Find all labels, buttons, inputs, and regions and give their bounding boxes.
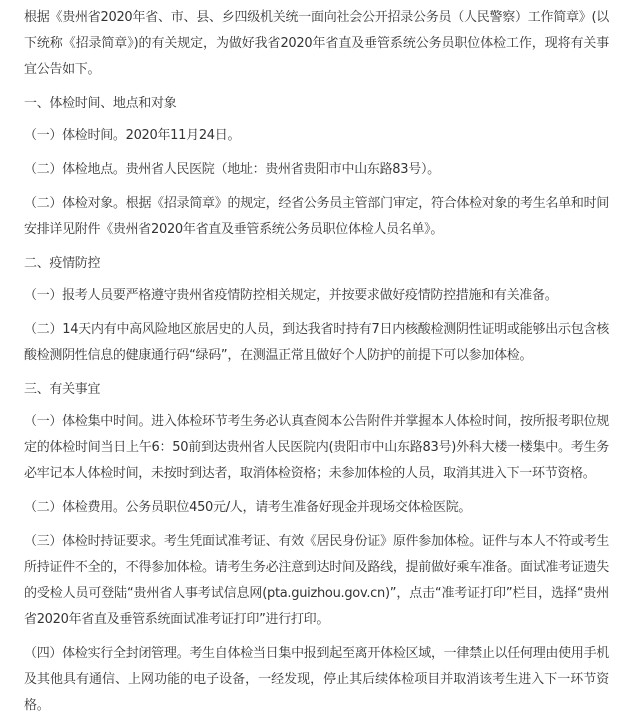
exam-time-item: （一）体检时间。2020年11月24日。: [24, 128, 241, 143]
epidemic-rules-item: （一）报考人员要严格遵守贵州省疫情防控相关规定，并按要求做好疫情防控措施和有关准备。: [24, 288, 558, 303]
high-risk-travel-item: （二）14天内有中高风险地区旅居史的人员，到达我省时持有7日内核酸检测阴性证明或能够出示包含核酸检测阴性信息的健康通行码“绿码”，在测温正常且做好个人防护的前提下可以参加体检。: [24, 322, 609, 363]
section-heading-exam-time-place: 一、体检时间、地点和对象: [24, 96, 177, 111]
id-requirements-item: （三）体检时持证要求。考生凭面试准考证、有效《居民身份证》原件参加体检。证件与本人不符或考生所持证件不全的，不得参加体检。请考生务必注意到达时间及路线，提前做好乘车准备。面试准考证遗失的受检人员可登陆“贵州省人事考试信息网(pta.guizhou.gov.cn)”，点击“准考证打印”栏目，选择“贵州省2020年省直及垂管系统面试准考证打印”进行打印。: [24, 534, 609, 627]
assembly-time-item: （一）体检集中时间。进入体检环节考生务必认真查阅本公告附件并掌握本人体检时间，按所报考职位规定的体检时间当日上午6：50前到达贵州省人民医院内(贵阳市中山东路83号)外科大楼一楼集中。考生务必牢记本人体检时间，未按时到达者，取消体检资格；未参加体检的人员，取消其进入下一环节资格。: [24, 414, 609, 481]
closed-management-item: （四）体检实行全封闭管理。考生自体检当日集中报到起至离开体检区域，一律禁止以任何理由使用手机及其他具有通信、上网功能的电子设备，一经发现，停止其后续体检项目并取消该考生进入下一环节资格。: [24, 646, 609, 713]
section-heading-related-matters: 三、有关事宜: [24, 382, 101, 397]
exam-location-item: （二）体检地点。贵州省人民医院（地址：贵州省贵阳市中山东路83号）。: [24, 162, 440, 177]
exam-subjects-item: （二）体检对象。根据《招录简章》的规定，经省公务员主管部门审定，符合体检对象的考生名单和时间安排详见附件《贵州省2020年省直及垂管系统公务员职位体检人员名单》。: [24, 196, 609, 237]
exam-fee-item: （二）体检费用。公务员职位450元/人，请考生准备好现金并现场交体检医院。: [24, 500, 472, 515]
section-heading-epidemic-control: 二、疫情防控: [24, 256, 101, 271]
intro-paragraph: 根据《贵州省2020年省、市、县、乡四级机关统一面向社会公开招录公务员（人民警察）工作简章》(以下统称《招录简章》)的有关规定，为做好我省2020年省直及垂管系统公务员职位体检工作，现将有关事宜公告如下。: [24, 10, 609, 77]
